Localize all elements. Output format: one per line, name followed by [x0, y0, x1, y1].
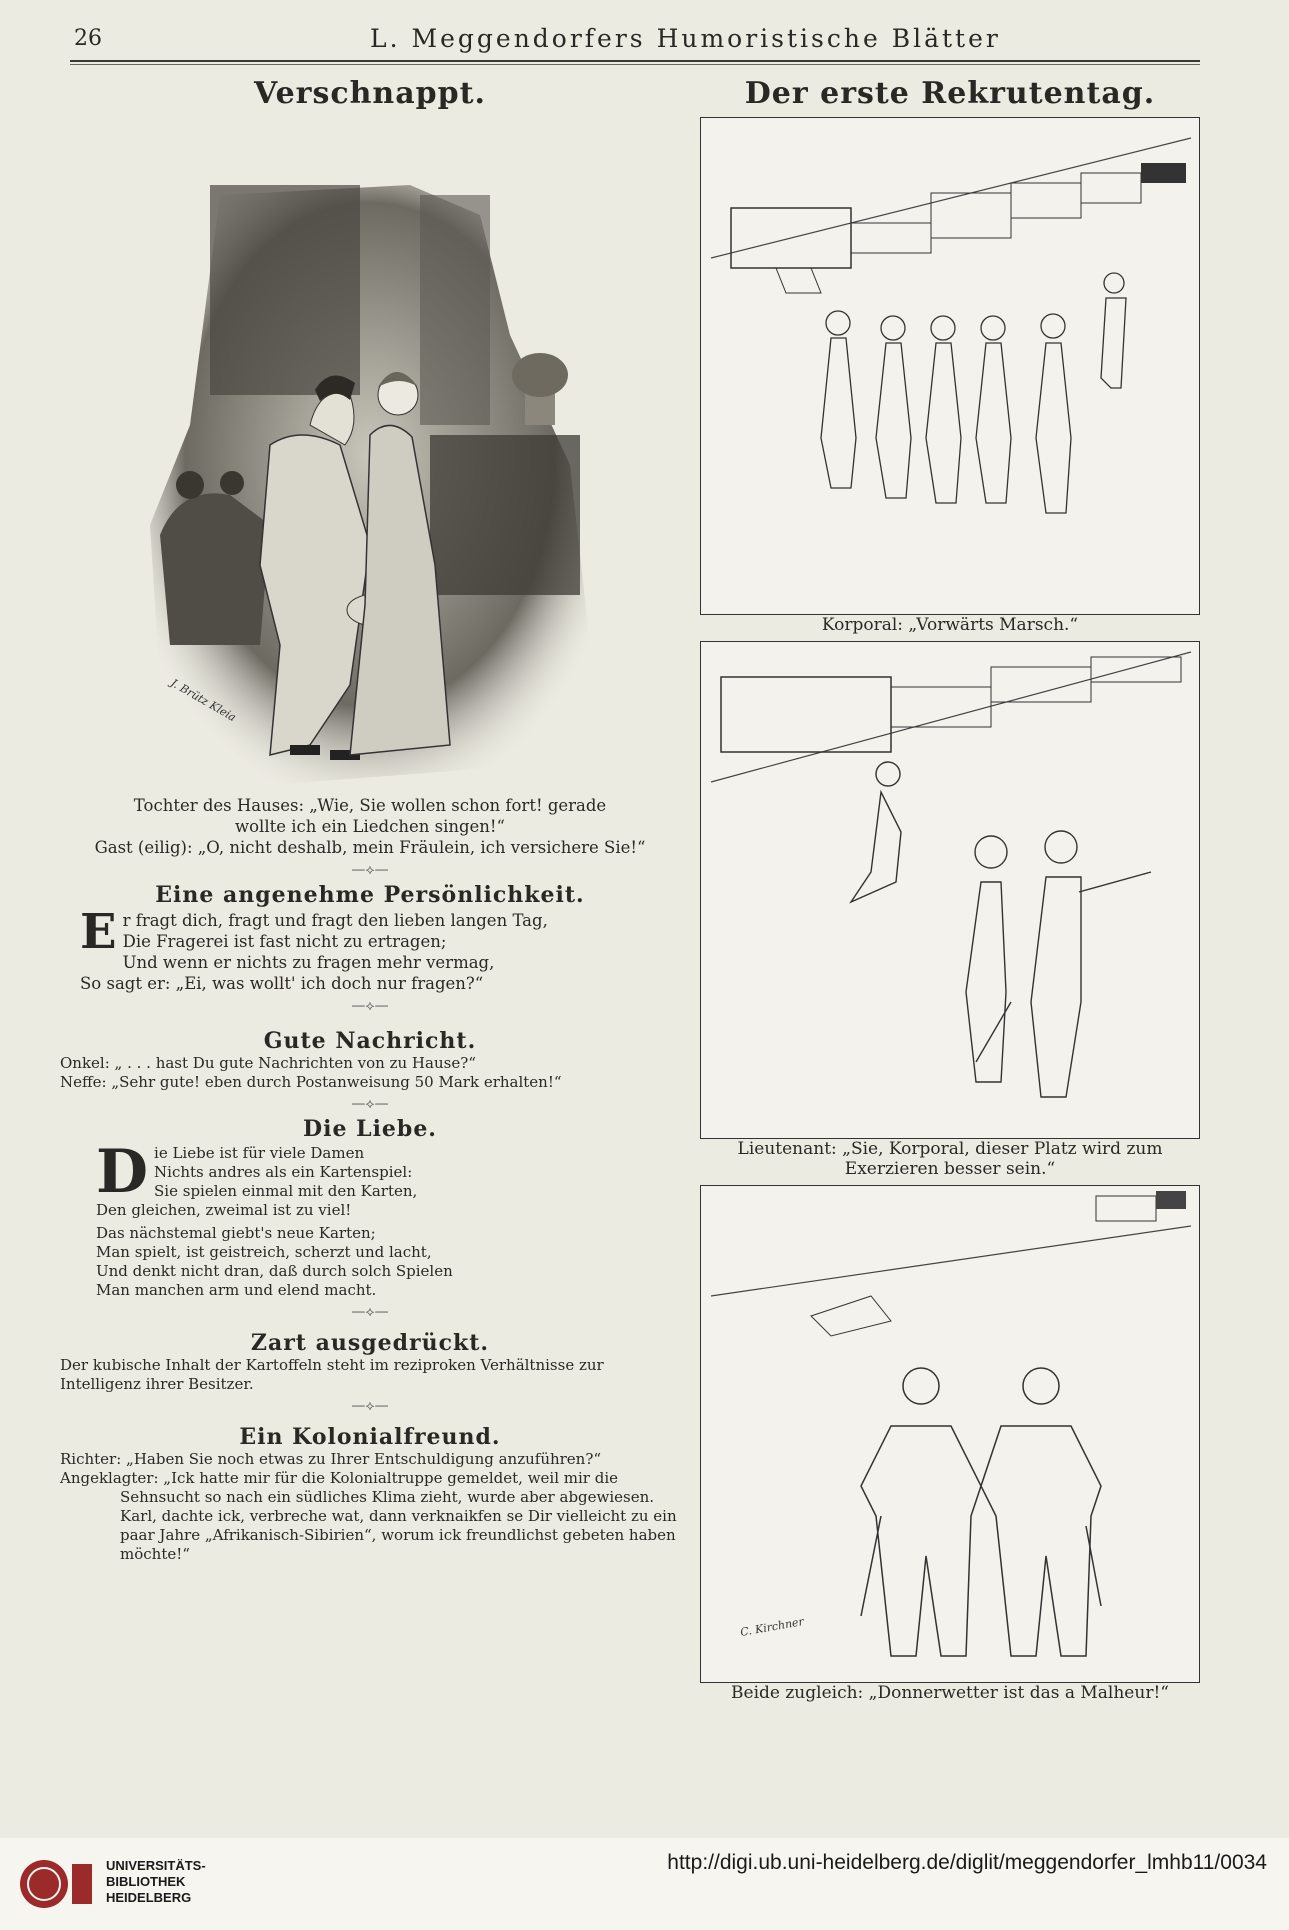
two-soldiers-back-view-image [701, 1186, 1199, 1680]
kolonial-line-2: Angeklagter: „Ick hatte mir für die Kolonialtruppe gemeldet, weil mir die Sehnsucht so nach ein südliches Klima zieht, wurde aber abgewiesen. Karl, dachte ick, verbreche wat, dann verknaikfen se Dir vielleicht zu ein paar Jahre „Afrikanisch-Sibirien“, worum ick freundlichst gebeten haben möchte!“ [60, 1469, 677, 1563]
caption-2: Lieutenant: „Sie, Korporal, dieser Platz wird zum Exerzieren besser sein.“ [737, 1139, 1163, 1179]
poem-line: r fragt dich, fragt und fragt den lieben langen Tag, [122, 911, 548, 930]
verschnappt-line-1: Tochter des Hauses: „Wie, Sie wollen schon fort! gerade [133, 796, 607, 815]
verschnappt-illustration [150, 125, 590, 793]
liebe-title: Die Liebe. [303, 1116, 437, 1142]
ornament-divider: —⟡— [351, 1304, 389, 1320]
liebe-poem [60, 1137, 680, 1300]
caption-1: Korporal: „Vorwärts Marsch.“ [821, 615, 1079, 635]
library-name [106, 1858, 206, 1906]
panel-3-illustration [700, 1185, 1200, 1683]
nachricht-title: Gute Nachricht. [263, 1028, 477, 1054]
poem-line: ie Liebe ist für viele Damen [154, 1144, 365, 1162]
poem-line: Man manchen arm und elend macht. [96, 1281, 377, 1299]
poem-line: Nichts andres als ein Kartenspiel: [154, 1163, 413, 1181]
illustration-signature: J. Brütz Kleia [168, 676, 239, 725]
ornament-divider: —⟡— [351, 1398, 389, 1414]
poem-line: Sie spielen einmal mit den Karten, [154, 1182, 418, 1200]
library-line: UNIVERSITÄTS- [106, 1858, 206, 1873]
page-number: 26 [74, 26, 102, 51]
panel-1-illustration [700, 117, 1200, 615]
verschnappt-line-2: wollte ich ein Liedchen singen!“ [234, 817, 505, 836]
university-seal-icon [18, 1858, 96, 1910]
persoenlichkeit-poem [60, 904, 680, 994]
panel-signature: C. Kirchner [739, 1615, 805, 1639]
parlor-scene-image [150, 125, 590, 793]
poem-line: Und wenn er nichts zu fragen mehr vermag, [122, 953, 495, 972]
library-line: HEIDELBERG [106, 1890, 192, 1905]
poem-line: Das nächstemal giebt's neue Karten; [96, 1224, 376, 1242]
verschnappt-title: Verschnappt. [254, 76, 486, 111]
nachricht-line-2: Neffe: „Sehr gute! eben durch Postanweisung 50 Mark erhalten!“ [60, 1073, 562, 1091]
zart-title: Zart ausgedrückt. [250, 1330, 490, 1356]
poem-line: Die Fragerei ist fast nicht zu ertragen; [122, 932, 447, 951]
train-and-soldiers-image [701, 118, 1199, 612]
ornament-divider: —⟡— [351, 1096, 389, 1112]
rekrutentag-title: Der erste Rekrutentag. [744, 76, 1156, 111]
poem-line: Man spielt, ist geistreich, scherzt und lacht, [96, 1243, 432, 1261]
poem-line: So sagt er: „Ei, was wollt' ich doch nur fragen?“ [80, 974, 484, 993]
source-url-link[interactable]: http://digi.ub.uni-heidelberg.de/diglit/meggendorfer_lmhb11/0034 [667, 1851, 1267, 1874]
header-rule [70, 60, 1200, 62]
verschnappt-dialogue [60, 795, 680, 858]
right-column [700, 76, 1200, 1703]
kolonial-title: Ein Kolonialfreund. [239, 1424, 501, 1450]
lieutenant-pointing-image [701, 642, 1199, 1136]
ornament-divider: —⟡— [351, 998, 389, 1014]
magazine-title: L. Meggendorfers Humoristische Blätter [370, 24, 1001, 53]
left-column [60, 76, 680, 1564]
nachricht-line-1: Onkel: „ . . . hast Du gute Nachrichten von zu Hause?“ [60, 1054, 476, 1072]
kolonial-line-1: Richter: „Haben Sie noch etwas zu Ihrer Entschuldigung anzuführen?“ [60, 1450, 602, 1468]
drop-capital-e: E [80, 904, 117, 960]
poem-line: Den gleichen, zweimal ist zu viel! [96, 1201, 352, 1219]
panel-2-illustration [700, 641, 1200, 1139]
library-line: BIBLIOTHEK [106, 1874, 186, 1889]
caption-3: Beide zugleich: „Donnerwetter ist das a Malheur!“ [731, 1683, 1169, 1703]
verschnappt-line-3: Gast (eilig): „O, nicht deshalb, mein Fräulein, ich versichere Sie!“ [94, 838, 646, 857]
ornament-divider: —⟡— [351, 862, 389, 878]
header-rule-thin [70, 64, 1200, 65]
poem-line: Und denkt nicht dran, daß durch solch Spielen [96, 1262, 453, 1280]
persoenlichkeit-title: Eine angenehme Persönlichkeit. [155, 882, 585, 908]
drop-capital-d: D [96, 1137, 149, 1207]
page-header [70, 22, 1200, 56]
zart-text: Der kubische Inhalt der Kartoffeln steht im reziproken Verhältnisse zur Intelligenz ihrer Besitzer. [60, 1356, 604, 1393]
